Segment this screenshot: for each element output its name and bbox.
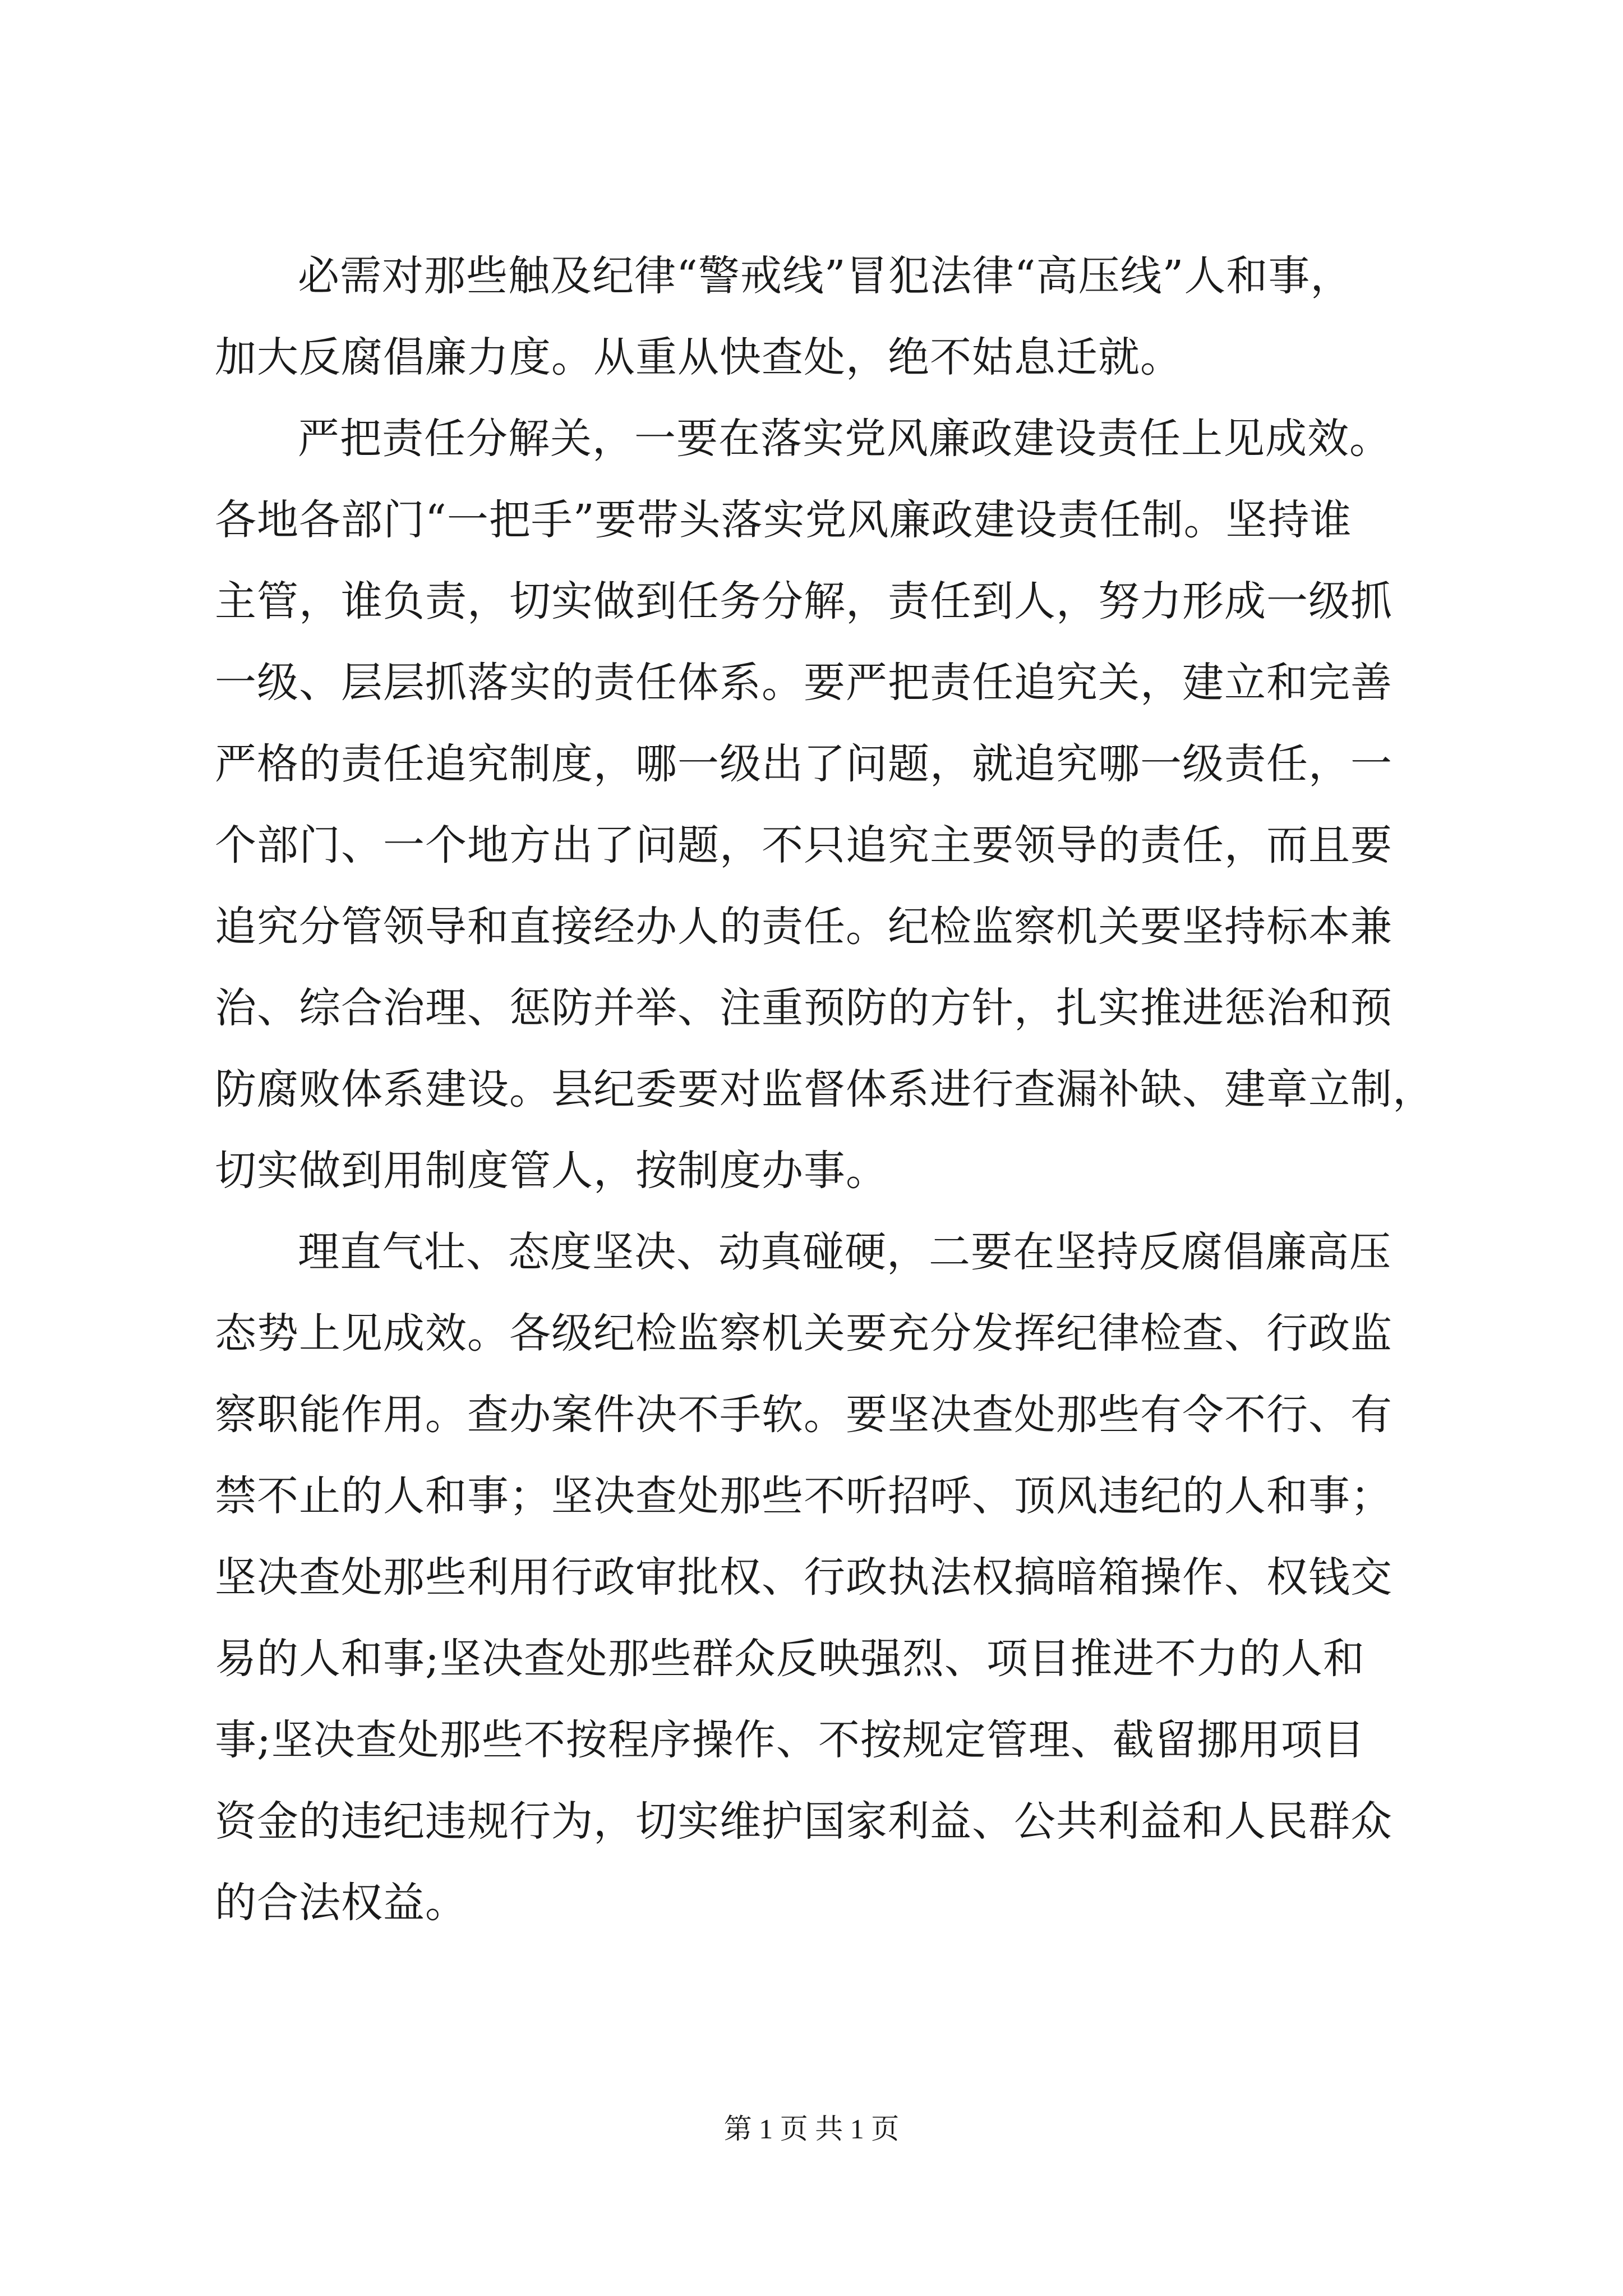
text-line: 严格的责任追究制度，哪一级出了问题，就追究哪一级责任，一	[215, 740, 1393, 788]
paragraph	[215, 398, 1435, 1212]
text-line: 加大反腐倡廉力度。从重从快查处，绝不姑息迁就。	[215, 333, 1182, 381]
text-line: 易的人和事;坚决查处那些群众反映强烈、项目推进不力的人和	[215, 1635, 1365, 1683]
text-line: 事;坚决查处那些不按程序操作、不按规定管理、截留挪用项目	[215, 1716, 1365, 1764]
paragraph	[215, 1212, 1409, 1944]
text-line: 防腐败体系建设。县纪委要对监督体系进行查漏补缺、建章立制，	[215, 1065, 1435, 1114]
text-line: 一级、层层抓落实的责任体系。要严把责任追究关，建立和完善	[215, 659, 1393, 707]
text-line: 治、综合治理、惩防并举、注重预防的方针，扎实推进惩治和预	[215, 984, 1393, 1032]
text-line: 态势上见成效。各级纪检监察机关要充分发挥纪律检查、行政监	[215, 1309, 1393, 1358]
text-line: 理直气壮、态度坚决、动真碰硬，二要在坚持反腐倡廉高压	[298, 1228, 1391, 1276]
text-line: 察职能作用。查办案件决不手软。要坚决查处那些有令不行、有	[215, 1391, 1393, 1439]
text-line: 追究分管领导和直接经办人的责任。纪检监察机关要坚持标本兼	[215, 903, 1393, 951]
text-line: 切实做到用制度管人，按制度办事。	[215, 1147, 888, 1195]
text-line: 的合法权益。	[215, 1879, 467, 1927]
text-line: 资金的违纪违规行为，切实维护国家利益、公共利益和人民群众	[215, 1797, 1393, 1846]
text-line: 必需对那些触及纪律“警戒线”冒犯法律“高压线”人和事，	[298, 252, 1353, 300]
text-line: 禁不止的人和事；坚决查处那些不听招呼、顶风违纪的人和事；	[215, 1472, 1393, 1520]
text-line: 坚决查处那些利用行政审批权、行政执法权搞暗箱操作、权钱交	[215, 1553, 1393, 1602]
text-line: 主管，谁负责，切实做到任务分解，责任到人，努力形成一级抓	[215, 577, 1393, 625]
text-line: 个部门、一个地方出了问题，不只追究主要领导的责任，而且要	[215, 821, 1393, 869]
text-line: 严把责任分解关，一要在落实党风廉政建设责任上见成效。	[298, 415, 1391, 463]
text-line: 各地各部门“一把手”要带头落实党风廉政建设责任制。坚持谁	[215, 496, 1352, 544]
page-number: 第 1 页 共 1 页	[723, 2113, 900, 2145]
paragraph	[215, 236, 1409, 398]
page-footer	[0, 2112, 1623, 2146]
document-body	[215, 236, 1435, 1944]
